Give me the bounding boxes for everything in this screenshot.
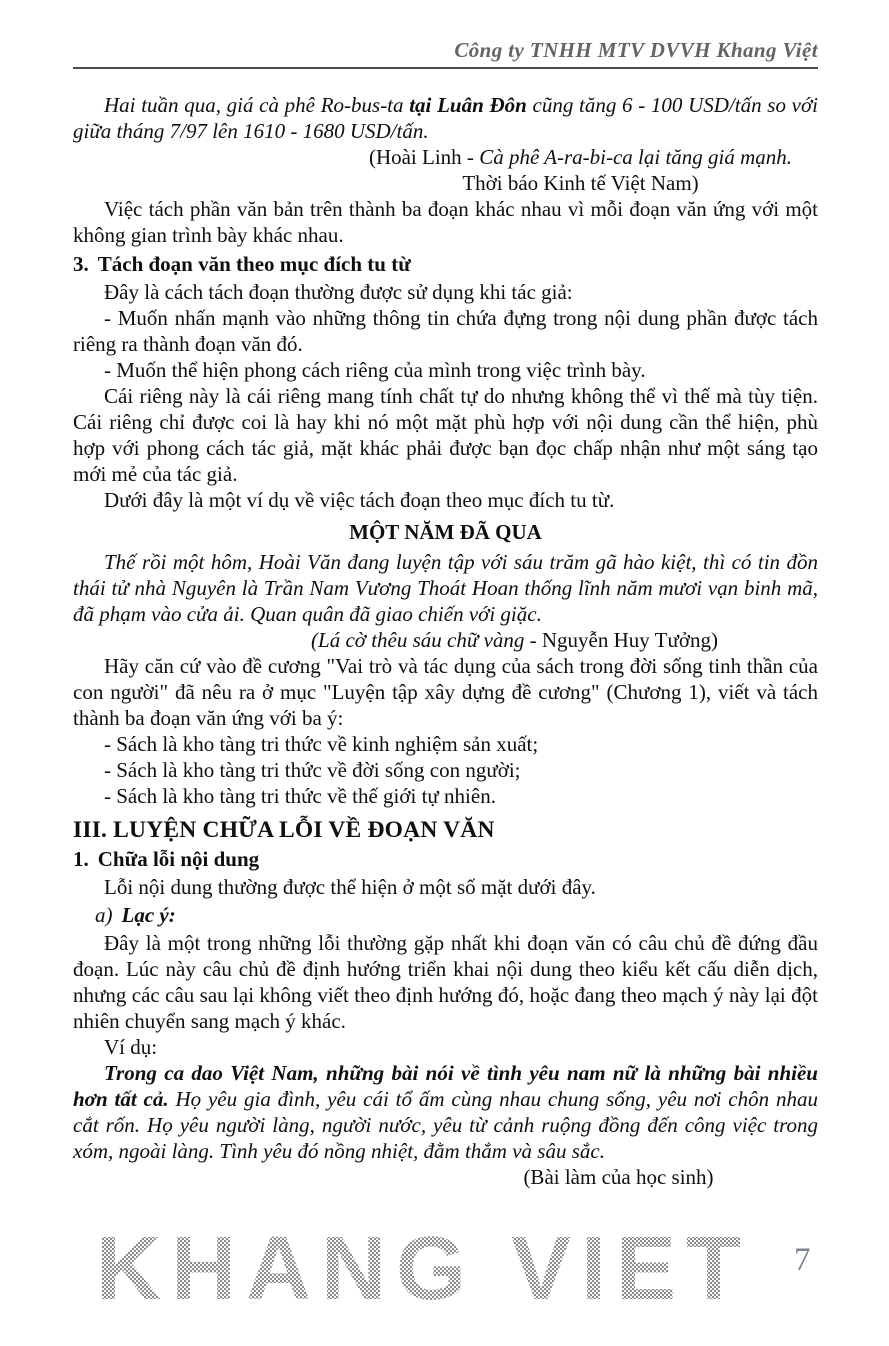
- heading-section-3-title: Tách đoạn văn theo mục đích tu từ: [97, 252, 411, 276]
- coffee-quote-paragraph: [73, 92, 818, 144]
- bullet-sach-doi-song: - Sách là kho tàng tri thức về đời sống con người;: [104, 758, 521, 782]
- example-paragraph: [73, 1060, 818, 1164]
- coffee-quote-pre: Hai tuần qua, giá cà phê Ro-bus-ta: [104, 93, 410, 117]
- heading-1-number: 1.: [73, 847, 89, 871]
- paragraph-loi-noi-dung: Lỗi nội dung thường được thể hiện ở một số mặt dưới đây.: [104, 875, 596, 899]
- attribution-book-title: (Lá cờ thêu sáu chữ vàng: [311, 628, 525, 652]
- heading-lac-y: [73, 902, 818, 928]
- example-bold-part: Trong ca dao Việt Nam, những bài nói về tình yêu nam nữ là những bài nhiều hơn tất cả.: [73, 1061, 818, 1111]
- attribution-article-title: Cà phê A-ra-bi-ca lại tăng giá mạnh.: [479, 145, 793, 169]
- heading-1-title: Chữa lỗi nội dung: [97, 847, 260, 871]
- paragraph-hay-can-cu: Hãy căn cứ vào đề cương "Vai trò và tác dụng của sách trong đời sống tinh thần của con người" đã nêu ra ở mục "Luyện tập xây dựng đề cương" (Chương 1), viết và tách thành ba đoạn văn ứng với ba ý:: [73, 654, 818, 730]
- bullet-sach-the-gioi: - Sách là kho tàng tri thức về thế giới tự nhiên.: [104, 784, 496, 808]
- attribution-newspaper: Thời báo Kinh tế Việt Nam): [462, 171, 699, 195]
- attribution-book-author: - Nguyễn Huy Tưởng): [524, 628, 718, 652]
- coffee-quote-bold: tại Luân Đôn: [409, 93, 527, 117]
- label-vi-du: Ví dụ:: [104, 1035, 158, 1059]
- heading-chua-loi-noi-dung: [73, 846, 818, 872]
- attribution-student-work: (Bài làm của học sinh): [523, 1165, 714, 1189]
- example-italic-part: Họ yêu gia đình, yêu cái tổ ấm cùng nhau chung sống, yêu nơi chôn nhau cắt rốn. Họ yêu người làng, người nước, yêu từ cảnh ruộng đồng đến công việc trong xóm, ngoài làng. Tình yêu đó nồng nhiệt, đằm thắm và sâu sắc.: [73, 1087, 818, 1163]
- khang-viet-watermark: KHANG VIET: [96, 1219, 752, 1319]
- page-body: [73, 92, 818, 1190]
- heading-a-title: Lạc ý:: [121, 903, 176, 927]
- bullet-sach-kinh-nghiem: - Sách là kho tàng tri thức về kinh nghiệm sản xuất;: [104, 732, 539, 756]
- story-title: MỘT NĂM ĐÃ QUA: [349, 520, 542, 544]
- paragraph-cach-tach: Đây là cách tách đoạn thường được sử dụng khi tác giả:: [104, 280, 573, 304]
- attribution-story: [73, 627, 818, 653]
- page-header: [73, 38, 818, 69]
- page-number: 7: [794, 1242, 811, 1278]
- heading-section-3-number: 3.: [73, 252, 89, 276]
- heading-section-III: III. LUYỆN CHỮA LỖI VỀ ĐOẠN VĂN: [73, 817, 495, 843]
- heading-a-number: a): [95, 903, 113, 927]
- paragraph-lac-y-explain: Đây là một trong những lỗi thường gặp nhất khi đoạn văn có câu chủ đề đứng đầu đoạn. Lúc này câu chủ đề định hướng triển khai nội dung theo kiểu kết cấu diễn dịch, nhưng các câu sau lại không viết theo định hướng đó, hoặc đang theo mạch ý này lại đột nhiên chuyển sang mạch ý khác.: [73, 931, 818, 1033]
- paragraph-cai-rieng: Cái riêng này là cái riêng mang tính chất tự do nhưng không thể vì thế mà tùy tiện. Cái riêng chỉ được coi là hay khi nó một mặt phù hợp với nội dung cần thể hiện, phù hợp với phong cách tác giả, mặt khác phải được bạn đọc chấp nhận như một sáng tạo mới mẻ của tác giả.: [73, 384, 818, 486]
- coffee-quote-post: cũng tăng 6 - 100 USD/tấn so với giữa tháng 7/97 lên 1610 - 1680 USD/tấn.: [73, 93, 819, 143]
- attribution-author: (Hoài Linh -: [368, 145, 480, 169]
- bullet-muon-nhan-manh: - Muốn nhấn mạnh vào những thông tin chứa đựng trong nội dung phần được tách riêng ra thành đoạn văn đó.: [73, 306, 818, 356]
- attribution-hoai-linh: [73, 144, 818, 170]
- company-name: Công ty TNHH MTV DVVH Khang Việt: [454, 38, 818, 62]
- bullet-muon-the-hien: - Muốn thể hiện phong cách riêng của mình trong việc trình bày.: [104, 358, 646, 382]
- story-paragraph: Thế rồi một hôm, Hoài Văn đang luyện tập với sáu trăm gã hào kiệt, thì có tin đồn thái tử nhà Nguyên là Trần Nam Vương Thoát Hoan thống lĩnh năm mươi vạn binh mã, đã phạm vào cửa ải. Quan quân đã giao chiến với giặc.: [73, 550, 818, 626]
- paragraph-duoi-day: Dưới đây là một ví dụ về việc tách đoạn theo mục đích tu từ.: [104, 488, 615, 512]
- heading-section-3: [73, 251, 818, 277]
- intro-paragraph: Việc tách phần văn bản trên thành ba đoạn khác nhau vì mỗi đoạn văn ứng với một không gian trình bày khác nhau.: [73, 197, 818, 247]
